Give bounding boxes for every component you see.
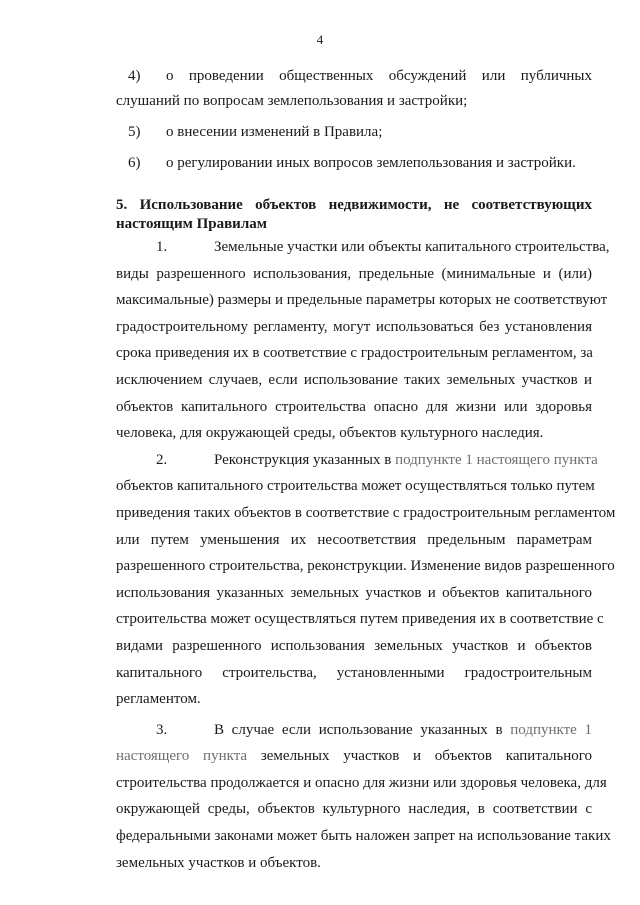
list-item-number: 6) xyxy=(128,155,141,171)
paragraph-line: разрешенного строительства, реконструкции. Изменение видов разрешенного xyxy=(116,558,615,575)
paragraph-line: окружающей среды, объектов культурного наследия, в соответствии с xyxy=(116,801,592,818)
list-item-text: о внесении изменений в Правила; xyxy=(166,124,383,140)
cross-reference-link[interactable]: настоящего пункта xyxy=(116,748,248,765)
paragraph-line: максимальные) размеры и предельные параметры которых не соответствуют xyxy=(116,292,608,309)
paragraph-line: 2. Реконструкция указанных в подпункте 1 настоящего пункта xyxy=(116,447,592,474)
paragraph-2 xyxy=(116,447,616,713)
document-body xyxy=(116,64,616,876)
list-item xyxy=(116,120,592,145)
cross-reference-link[interactable]: подпункте 1 xyxy=(510,721,592,738)
paragraph-line: строительства может осуществляться путем приведения их в соответствие с xyxy=(116,611,604,628)
section-heading-line: настоящим Правилам xyxy=(116,216,267,232)
paragraph-number: 3. xyxy=(156,721,168,738)
paragraph-line: настоящего пункта земельных участков и объектов капитального xyxy=(116,748,592,765)
paragraph-line: исключением случаев, если использование таких земельных участков и xyxy=(116,371,592,388)
paragraph-1 xyxy=(116,234,610,447)
paragraph-line: земельных участков и объектов. xyxy=(116,854,321,871)
paragraph-line: приведения таких объектов в соответствие с градостроительным регламентом xyxy=(116,504,616,521)
paragraph-number: 2. xyxy=(156,451,168,468)
paragraph-line: использования указанных земельных участков и объектов капитального xyxy=(116,584,592,601)
paragraph-line: человека, для окружающей среды, объектов культурного наследия. xyxy=(116,425,544,442)
paragraph-line: или путем уменьшения их несоответствия предельным параметрам xyxy=(116,531,592,548)
paragraph-line: 1. Земельные участки или объекты капитального строительства, xyxy=(116,234,592,261)
list-item-number: 5) xyxy=(128,124,141,140)
paragraph-line: капитального строительства, установленными градостроительным xyxy=(116,664,592,681)
paragraph-line: объектов капитального строительства опасно для жизни или здоровья xyxy=(116,398,592,415)
paragraph-line: градостроительному регламенту, могут использоваться без установления xyxy=(116,318,592,335)
paragraph-line: объектов капитального строительства может осуществляться только путем xyxy=(116,478,595,495)
paragraph-line: федеральными законами может быть наложен запрет на использование таких xyxy=(116,828,611,845)
section-heading-line: 5. Использование объектов недвижимости, не соответствующих xyxy=(116,197,592,213)
list-item xyxy=(116,151,592,176)
list-item-continuation: слушаний по вопросам землепользования и застройки; xyxy=(116,93,468,109)
page-number: 4 xyxy=(316,32,324,47)
section-heading xyxy=(116,196,592,234)
paragraph-line: строительства продолжается и опасно для жизни или здоровья человека, для xyxy=(116,774,607,791)
list-item-number: 4) xyxy=(128,68,141,84)
list-item xyxy=(116,64,592,89)
paragraph-line: виды разрешенного использования, предельные (минимальные и (или) xyxy=(116,265,592,282)
list-item-text: о проведении общественных обсуждений или публичных xyxy=(166,68,592,84)
paragraph-3 xyxy=(116,717,611,877)
paragraph-number: 1. xyxy=(156,239,168,255)
list-item-text: о регулировании иных вопросов землепользования и застройки. xyxy=(166,155,576,171)
cross-reference-link[interactable]: подпункте 1 настоящего пункта xyxy=(395,451,598,468)
paragraph-line: видами разрешенного использования земельных участков и объектов xyxy=(116,637,592,654)
paragraph-line: регламентом. xyxy=(116,691,201,708)
paragraph-line: 3. В случае если использование указанных в подпункте 1 xyxy=(116,717,592,744)
paragraph-line: срока приведения их в соответствие с градостроительным регламентом, за xyxy=(116,345,593,362)
